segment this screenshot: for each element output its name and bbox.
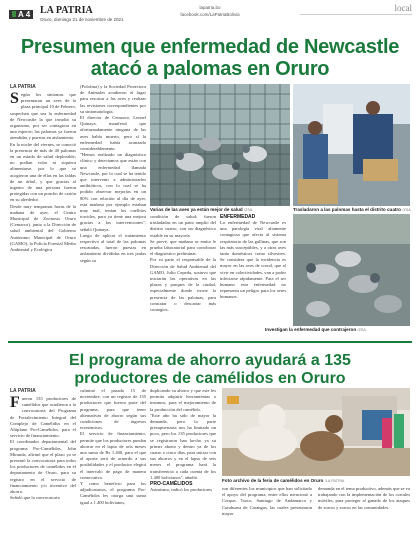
story1-column-3 [150, 214, 216, 336]
dropcap: F [10, 396, 20, 411]
caption-text: Varias de las aves ya están mejor de salud [150, 207, 243, 212]
paragraph: egún los síntomas que presentaron un aves de la plaza principal 10 de Febrero, sospechan que sea la enfermedad de Newcastle la que invadió su organismo, por ser contagiosa en una especie; las palomas ya fueron atendidas y puestas en aislamiento. [10, 92, 76, 141]
camelid-fair-photo [222, 388, 410, 476]
caption-text: Trasladaron a las palomas hasta el distrito cuatro [293, 207, 401, 212]
dateline: Oruro, domingo 21 de noviembre de 2021 [40, 17, 124, 22]
pigeons-ground-photo [293, 214, 410, 326]
story1-column-4 [220, 214, 286, 336]
sidebar-heading: ENFERMEDAD [220, 214, 256, 220]
photo1-caption [150, 207, 252, 212]
paragraph: Desde muy tempranas horas de la mañana de ayer, el Centro Municipal de Zoonosis Oruro (Cemzoor), junto a la Dirección de salud ambiental del Gobierno Autónomo Municipal de Oruro (GAMO), la Policía Forestal Medio Ambiental y Ecológica [10, 203, 76, 253]
story1-column-1 [10, 92, 76, 336]
masthead: LA PATRIA [40, 5, 93, 16]
paragraph: "Hemos realizado un diagnóstico clínico y detectamos que están con una enfermedad llamada Newcastle, por lo cual se ha tenido que intervenir a administrarles antibióticos, con lo cual se ha podido observar mejorías en un 80% con relación al día de ayer, esta mañana por ejemplo estaban muy mal, tenían los cuellitos torcidos, para ya tiene una mejora gracias a las intervenciones", señaló Quinaya. [80, 152, 146, 232]
page-number-label: A 4 [18, 10, 31, 19]
facebook-link: facebook.com/LaPatriaBolivia [180, 12, 240, 17]
story2-column-5 [318, 486, 410, 532]
caption-text: Investigan la enfermedad que contrajeron [265, 327, 357, 332]
paragraph: El coordinador departamental del programa Pro-Camélidos, John Miranda, afirmó que el plazo ya se presentó la convocatoria para todos los productores de camélidos en el departamento de Oruro, para su registro en el servicio de financiamiento y/o incentivo del ahorro. [10, 439, 76, 495]
website-link: lapatria.bo [199, 5, 221, 10]
caption-source: /ZSA [357, 328, 366, 332]
section-divider [8, 341, 412, 343]
photo3-caption [265, 327, 366, 332]
photo4-caption [222, 478, 344, 483]
paragraph: demanda en el tema productivo, además que se va trabajando con la implementación de los corrales móviles, para proteger al ganado de los ataques de zorros y zorros en las comunidades. [318, 486, 410, 510]
subhead: PRO-CAMÉLIDOS [150, 481, 193, 488]
page-number [9, 10, 33, 19]
dropcap: S [10, 92, 19, 107]
paragraph: duplicando su ahorro y que este les permita adquirir herramientas o insumos, para el mejoramiento de la producción del camélido. [150, 388, 216, 412]
page-header [0, 0, 420, 40]
caption-source: /ZSA [402, 208, 411, 212]
story2-kicker: LA PATRIA [10, 388, 36, 394]
caption-text: Foto archivo de la feria de camélidos en Oruro [222, 478, 324, 483]
story2-column-2 [80, 388, 146, 532]
photo2-caption [293, 207, 411, 212]
story2-column-4 [222, 486, 312, 532]
paragraph: condición de salud; fueron trasladadas en un patio amplio del distrito cuatro, con un diagnóstico estable en su mayoría. [150, 214, 216, 238]
transport-photo [293, 84, 410, 206]
paragraph: ron diferentes los municipios que han solicitado el apoyo del programa, entre ellos mencionó a Corque, Turco, Santiago de Andamarca y Curahuara de Carangas, las cuales presentaron mayor [222, 486, 312, 516]
story2-column-1 [10, 396, 76, 532]
paragraph: Por su parte el responsable de la Dirección de Salud Ambiental del GAMO, Julio Cepeda, sostuvo que iniciarán las operativas en las plazas y parques de la ciudad, especialmente donde existe la presencia de las palomas, para constatar o descartar más contagios. [150, 257, 216, 313]
paragraph: culminó el pasado 15 de noviembre, con un registro de 135 productores que fueron parte del programa, para que tener alternativas de ahorro según sus condiciones de ingresos económicos. [80, 388, 146, 431]
header-links [170, 4, 250, 18]
pigeons-cage-photo [150, 84, 290, 206]
story2-column-3 [150, 388, 216, 532]
section-tag: local [394, 3, 412, 13]
paragraph: Señaló que la convocatoria [10, 495, 60, 501]
paragraph: Luego de aplicar el tratamiento respectivo al total de las palomas rescatadas, fueron puestas en aislamiento divididas en tres jaulas según su [80, 232, 146, 263]
story1-column-2 [80, 84, 146, 336]
paragraph: ueron 135 productores de camélidos que acudieron a la convocatoria del Programa de Fortalecimiento Integral del Complejo de Camélidos en el Altiplano Pro-Camélidos, para el servicio de financiamiento. [10, 396, 76, 439]
paragraph: En la noche del viernes, se conoció la presencia de más de 40 palomas en un estado de salud deplorable; no podían volar ni siquiera alimentarse, por lo que se acogieron una de ellas en las faldas de un árbol, y que gracias al ingenio de una persona fueron protegidas con un poncho de cartón en su alrededor. [10, 141, 76, 203]
paragraph: Se prevé, que mañana se emita le prueba laboratorial para corroborar el diagnóstico preliminar. [150, 238, 216, 257]
caption-source: /LA PATRIA [324, 479, 345, 483]
page-marker-icon [12, 11, 16, 17]
story2-headline: El programa de ahorro ayudará a 135 productores de camélidos en Oruro [69, 352, 351, 387]
paragraph: El director de Cemzoor, Leonel Quinaya, manifestó que aforturnadamente ninguna de las aves había muerto, pero sí la enfermedad había avanzado considerablemente. [80, 115, 146, 152]
story1-headline: Presumen que enfermedad de Newcastle atacó a palomas en Oruro [20, 36, 400, 80]
paragraph: El servicio de financiamiento, permite que los productores puedan ahorrar en el lapso de seis meses una suma de Bs 1.400, para el que al aporte será de acuerdo a sus posibilidades y el productor elegirá el intervalo de pago de manera consecutiva. [80, 431, 146, 480]
paragraph: Asimismo, indicó los productores [150, 487, 213, 493]
section-rule [300, 14, 412, 15]
paragraph: (Polofma) y la Sociedad Protectora de Animales acudieron al lugar para rescatar a las aves y realizar las revisiones correspondientes por su sintomatología. [80, 84, 146, 114]
paragraph: La enfermedad de Newcastle es una patología viral altamente contagiosa que afecta al sistema respiratorio de las gallinas, que son las más susceptibles, y a otras aves tanto domésticas como silvestres. Se considera que la incidencia es mayor en las aves de corral, que al vivir en colectividades, van a poder infectarse rápidamente. Para el ser humano esta enfermedad no representa un peligro para los seres humanos. [220, 220, 286, 300]
story1-kicker: LA PATRIA [10, 84, 36, 90]
paragraph: "Este año ha sido de mayor la demanda, pero la parte presupuestaria nos ha limitado un poco, pero los 135 productores que se registraron han hecho ya su primer abono y dentro ya de los cuatro o cinco días, para iniciar con sus ahorros y en el lapso de seis meses el programa hará la transferencia a cada cuenta de los 1.400 bolivianos", añadió. [150, 412, 216, 480]
paragraph: Y como beneficio para los adjudicatarios, el programa Pro-Camélidos les otorga una suma igual a 1.400 bolivianos, [80, 481, 146, 505]
caption-source: /ZSA [243, 208, 253, 212]
